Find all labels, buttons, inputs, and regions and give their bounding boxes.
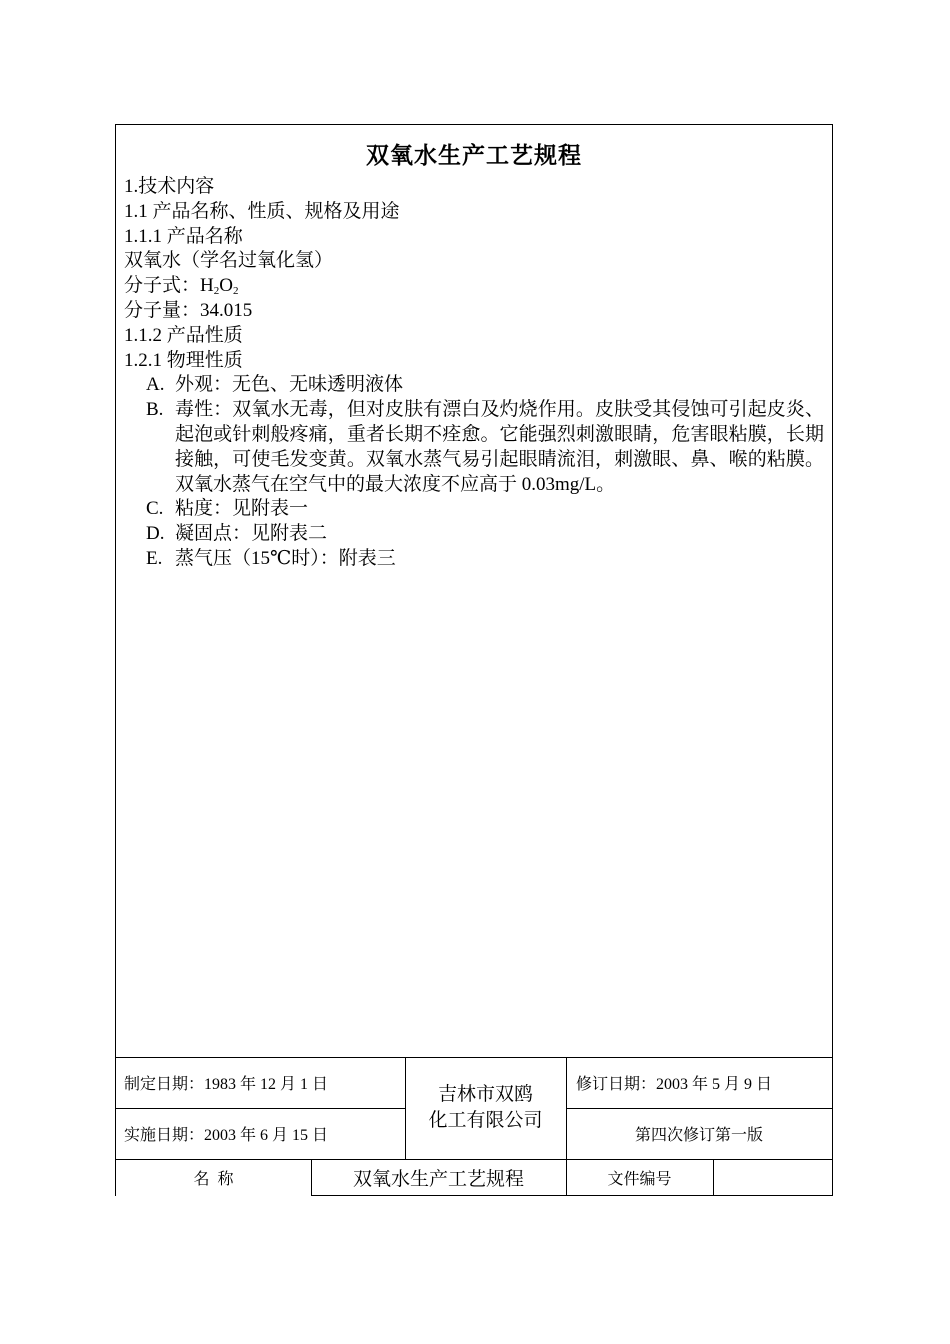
list-item-label: B. (146, 399, 164, 421)
subsection-heading: 1.1.2 产品性质 (124, 324, 243, 346)
formula-o: O (219, 275, 233, 297)
made-date: 制定日期：1983 年 12 月 1 日 (124, 1076, 329, 1093)
revision-version: 第四次修订第一版 (634, 1127, 763, 1144)
list-item-text: 外观：无色、无味透明液体 (175, 374, 404, 396)
file-number-value (713, 1159, 832, 1195)
formula-line (124, 274, 824, 299)
list-item (124, 522, 824, 547)
list-item (124, 497, 824, 522)
subsection-heading: 1.1.1 产品名称 (124, 225, 243, 247)
list-item-text: 粘度：见附表一 (175, 498, 309, 520)
company-name (405, 1057, 566, 1159)
list-item (124, 373, 824, 398)
list-item-label: C. (146, 498, 164, 520)
section-heading: 1.技术内容 (124, 176, 215, 197)
list-item-label: D. (146, 523, 165, 545)
company-name-line1: 吉林市双鸥 (437, 1084, 533, 1105)
list-item (124, 547, 824, 572)
company-name-line2: 化工有限公司 (428, 1110, 543, 1131)
list-item-label: A. (146, 374, 165, 396)
list-item-text: 蒸气压（15℃时）：附表三 (175, 547, 396, 569)
name-value: 双氧水生产工艺规程 (352, 1168, 524, 1190)
list-item (124, 398, 824, 497)
file-number-label: 文件编号 (607, 1170, 672, 1188)
list-item-label: E. (146, 547, 163, 569)
subsection-heading: 1.2.1 物理性质 (124, 349, 243, 371)
formula-label: 分子式： (124, 275, 201, 297)
document-frame (115, 124, 833, 1196)
list-item-text: 毒性：双氧水无毒，但对皮肤有漂白及灼烧作用。皮肤受其侵蚀可引起皮炎、起泡或针刺般疼痛，重者长期不痊愈。它能强烈刺激眼睛，危害眼粘膜，长期接触，可使毛发变黄。双氧水蒸气易引起眼睛流泪，刺激眼、鼻、喉的粘膜。双氧水蒸气在空气中的最大浓度不应高于 0.03mg/L。 (175, 399, 824, 495)
subsection-heading: 1.1 产品名称、性质、规格及用途 (124, 200, 400, 222)
list-item-text: 凝固点：见附表二 (175, 523, 328, 545)
revision-date: 修订日期：2003 年 5 月 9 日 (576, 1076, 773, 1093)
name-label: 名 称 (193, 1170, 234, 1188)
text-line: 双氧水（学名过氧化氢） (124, 250, 334, 272)
document-content (124, 175, 824, 572)
text-line: 分子量：34.015 (124, 299, 253, 321)
document-title: 双氧水生产工艺规程 (366, 143, 582, 168)
footer-bottom-border (311, 1195, 832, 1196)
formula-h: H (200, 275, 214, 297)
formula-sub: 2 (213, 285, 220, 298)
implementation-date: 实施日期：2003 年 6 月 15 日 (124, 1127, 329, 1144)
formula-sub: 2 (232, 285, 239, 298)
